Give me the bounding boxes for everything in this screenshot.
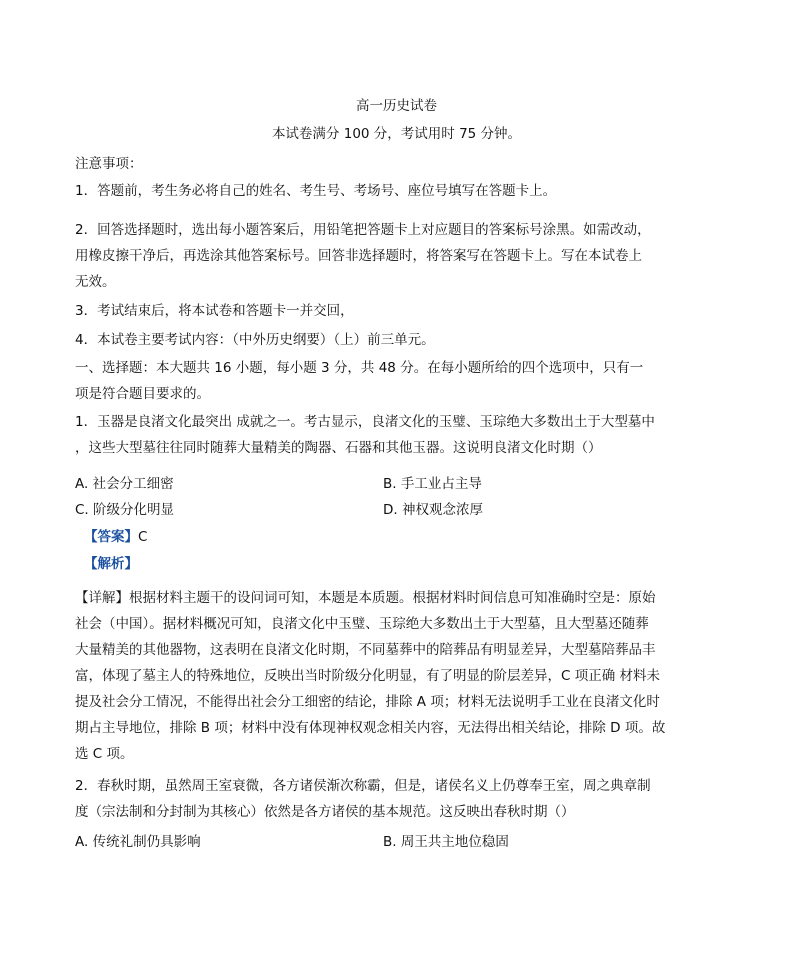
question-2-stem: 2．春秋时期，虽然周王室衰微，各方诸侯渐次称霸，但是，诸侯名义上仍尊奉王室，周之典章制 <box>75 778 651 794</box>
page-subtitle: 本试卷满分 100 分，考试用时 75 分钟。 <box>271 126 522 142</box>
answer-row <box>84 527 147 547</box>
question-1-option-a: A. 社会分工细密 <box>75 476 174 492</box>
notice-item: 用橡皮擦干净后，再选涂其他答案标号。回答非选择题时，将答案写在答题卡上。写在本试卷上 <box>75 248 642 264</box>
question-1-option-b: B. 手工业占主导 <box>383 476 482 492</box>
section-heading: 一、选择题：本大题共 16 小题，每小题 3 分，共 48 分。在每小题所给的四个选项中，只有一 <box>75 360 644 376</box>
detail-line: 选 C 项。 <box>75 746 134 762</box>
question-2-stem-cont: 度（宗法制和分封制为其核心）依然是各方诸侯的基本规范。这反映出春秋时期（） <box>75 804 575 820</box>
section-heading-cont: 项是符合题目要求的。 <box>75 386 210 402</box>
page-title: 高一历史试卷 <box>356 98 437 114</box>
notice-item: 3．考试结束后，将本试卷和答题卡一并交回， <box>75 303 354 319</box>
notice-item: 2．回答选择题时，选出每小题答案后，用铅笔把答题卡上对应题目的答案标号涂黑。如需改动， <box>75 222 651 238</box>
detail-line: 富，体现了墓主人的特殊地位，反映出当时阶级分化明显，有了明显的阶层差异，C 项正确 材料未 <box>75 668 661 684</box>
detail-line: 提及社会分工情况，不能得出社会分工细密的结论，排除 A 项；材料无法说明手工业在良渚文化时 <box>75 694 660 710</box>
notice-item: 无效。 <box>75 274 116 290</box>
notice-item: 4．本试卷主要考试内容：（中外历史纲要）（上）前三单元。 <box>75 332 435 348</box>
notice-heading: 注意事项： <box>75 156 143 172</box>
question-1-option-c: C. 阶级分化明显 <box>75 502 175 518</box>
question-2-option-b: B. 周王共主地位稳固 <box>383 834 509 850</box>
detail-line: 【详解】根据材料主题干的设问词可知，本题是本质题。根据材料时间信息可知准确时空是：原始 <box>75 590 656 606</box>
question-1-stem-cont: ，这些大型墓往往同时随葬大量精美的陶器、石器和其他玉器。这说明良渚文化时期（） <box>75 440 602 456</box>
question-1-option-d: D. 神权观念浓厚 <box>383 502 483 518</box>
question-1-stem: 1．玉器是良渚文化最突出 成就之一。考古显示，良渚文化的玉璧、玉琮绝大多数出土于大型墓中 <box>75 414 655 430</box>
notice-item: 1．答题前，考生务必将自己的姓名、考生号、考场号、座位号填写在答题卡上。 <box>75 183 557 199</box>
answer-value: C <box>138 529 148 545</box>
detail-line: 社会（中国）。据材料概况可知，良渚文化中玉璧、玉琮绝大多数出土于大型墓，且大型墓还随葬 <box>75 616 649 632</box>
detail-line: 期占主导地位，排除 B 项；材料中没有体现神权观念相关内容，无法得出相关结论，排除 D 项。故 <box>75 720 666 736</box>
answer-label: 【答案】 <box>84 529 138 545</box>
question-2-option-a: A. 传统礼制仍具影响 <box>75 834 201 850</box>
analysis-label: 【解析】 <box>84 556 138 572</box>
detail-line: 大量精美的其他器物，这表明在良渚文化时期，不同墓葬中的陪葬品有明显差异，大型墓陪葬品丰 <box>75 642 656 658</box>
